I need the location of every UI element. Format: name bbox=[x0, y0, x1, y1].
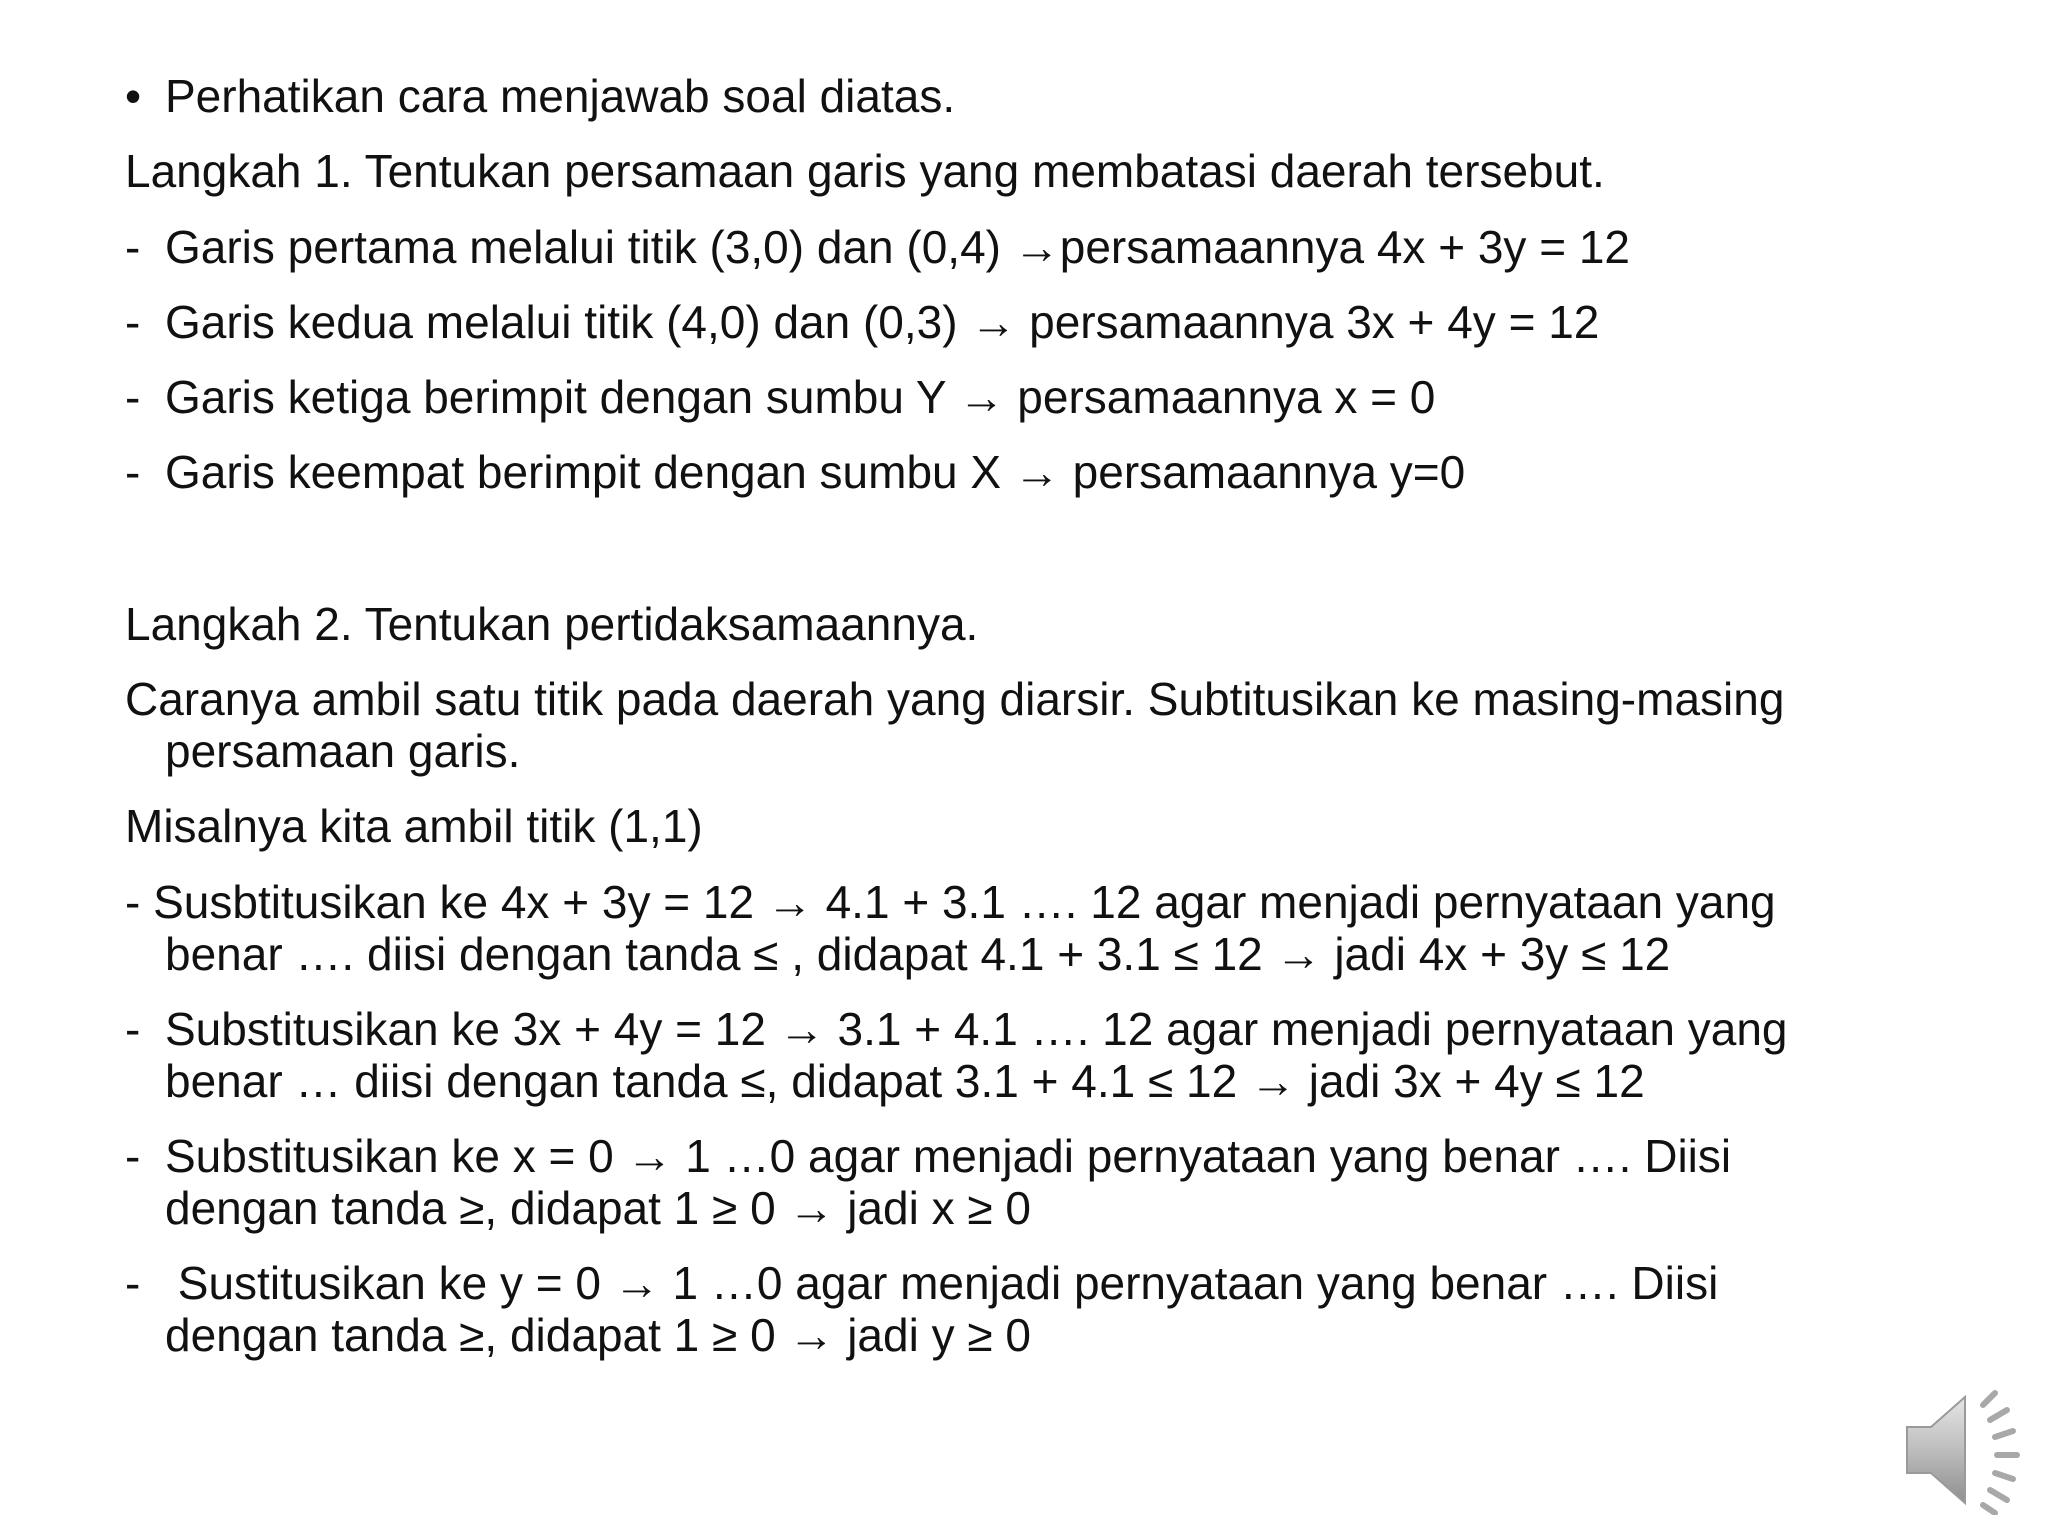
speaker-icon-graphic bbox=[1895, 1385, 2035, 1515]
dash-marker: - bbox=[125, 1130, 141, 1182]
dash-marker: - bbox=[125, 446, 141, 498]
dash-marker: - bbox=[125, 296, 141, 348]
step1-item-1 bbox=[125, 221, 1925, 273]
dash-marker: - bbox=[125, 1257, 141, 1309]
intro-line bbox=[125, 70, 1925, 122]
step2-item-2 bbox=[125, 1003, 1925, 1107]
step2-item-line2: dengan tanda ≥, didapat 1 ≥ 0 → jadi y ≥ 0 bbox=[165, 1309, 1031, 1361]
step1-heading: Langkah 1. Tentukan persamaan garis yang membatasi daerah tersebut. bbox=[125, 145, 1605, 197]
dash-marker: - bbox=[125, 1003, 141, 1055]
step2-item-line2: dengan tanda ≥, didapat 1 ≥ 0 → jadi x ≥ 0 bbox=[165, 1182, 1031, 1234]
step1-item-text: Garis kedua melalui titik (4,0) dan (0,3) → persamaannya 3x + 4y = 12 bbox=[165, 296, 1600, 348]
step2-item-4 bbox=[125, 1257, 1925, 1361]
step2-item-line1: Substitusikan ke 3x + 4y = 12 → 3.1 + 4.1 …. 12 agar menjadi pernyataan yang bbox=[165, 1003, 1788, 1055]
step2-example: Misalnya kita ambil titik (1,1) bbox=[125, 800, 703, 852]
bullet-marker: • bbox=[125, 70, 142, 122]
speaker-icon[interactable] bbox=[1895, 1385, 2035, 1515]
step1-item-2 bbox=[125, 296, 1925, 348]
step1-item-3 bbox=[125, 371, 1925, 423]
step2-method bbox=[125, 673, 1925, 777]
step2-method-line1: Caranya ambil satu titik pada daerah yang diarsir. Subtitusikan ke masing-masing bbox=[125, 673, 1785, 725]
step2-item-line2: benar … diisi dengan tanda ≤, didapat 3.1 + 4.1 ≤ 12 → jadi 3x + 4y ≤ 12 bbox=[165, 1055, 1645, 1107]
step2-item-line1: Sustitusikan ke y = 0 → 1 …0 agar menjadi pernyataan yang benar …. Diisi bbox=[165, 1257, 1719, 1309]
step2-method-line2: persamaan garis. bbox=[165, 725, 521, 777]
step1-item-text: Garis pertama melalui titik (3,0) dan (0,4) →persamaannya 4x + 3y = 12 bbox=[165, 221, 1631, 273]
step1-item-4 bbox=[125, 446, 1925, 498]
dash-marker: - bbox=[125, 371, 141, 423]
step1-item-text: Garis ketiga berimpit dengan sumbu Y → persamaannya x = 0 bbox=[165, 371, 1436, 423]
step2-item-line1: Susbtitusikan ke 4x + 3y = 12 → 4.1 + 3.1 …. 12 agar menjadi pernyataan yang bbox=[153, 876, 1776, 928]
step1-item-text: Garis keempat berimpit dengan sumbu X → persamaannya y=0 bbox=[165, 446, 1466, 498]
dash-marker: - bbox=[125, 876, 154, 928]
step2-item-3 bbox=[125, 1130, 1925, 1234]
dash-marker: - bbox=[125, 221, 141, 273]
step2-item-line1: Substitusikan ke x = 0 → 1 …0 agar menjadi pernyataan yang benar …. Diisi bbox=[165, 1130, 1732, 1182]
step2-item-1 bbox=[125, 876, 1925, 980]
step2-item-line2: benar …. diisi dengan tanda ≤ , didapat 4.1 + 3.1 ≤ 12 → jadi 4x + 3y ≤ 12 bbox=[165, 928, 1671, 980]
step2-heading: Langkah 2. Tentukan pertidaksamaannya. bbox=[125, 598, 979, 650]
intro-text: Perhatikan cara menjawab soal diatas. bbox=[165, 70, 956, 122]
